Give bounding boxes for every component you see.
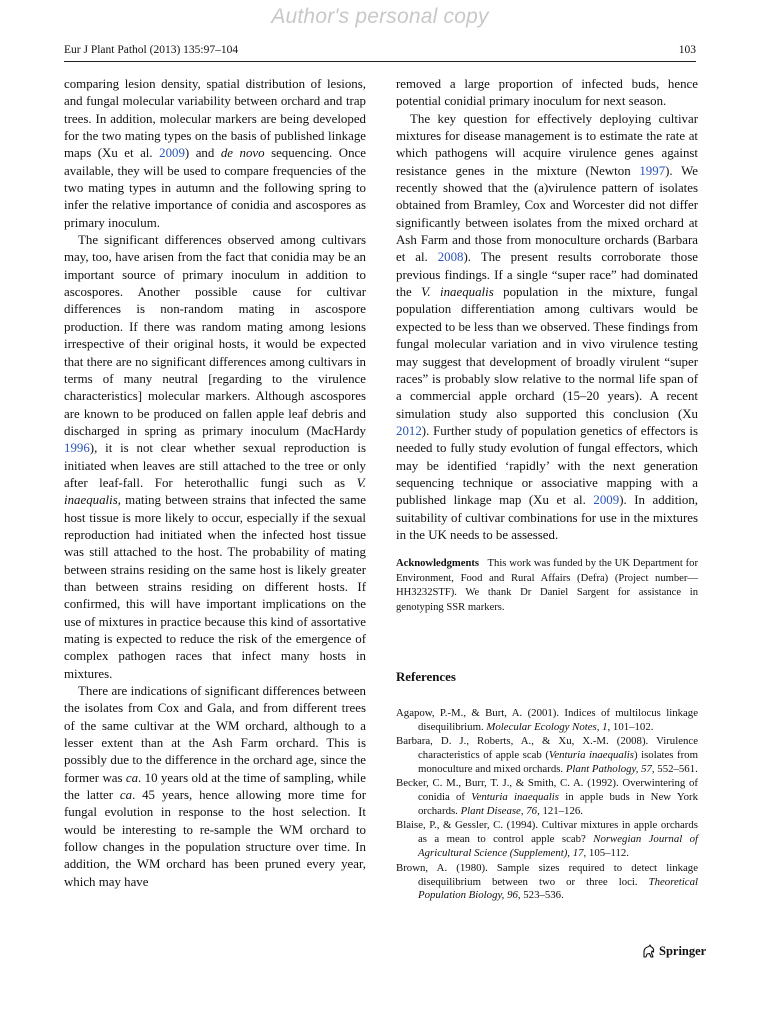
right-column (396, 76, 698, 904)
left-column (64, 76, 366, 891)
journal-citation: Eur J Plant Pathol (2013) 135:97–104 (64, 44, 239, 56)
paragraph: removed a large proportion of infected buds, hence potential conidial primary inoculum for next season. (396, 77, 698, 109)
reference-entry: Agapow, P.-M., & Burt, A. (2001). Indices of multilocus linkage disequilibrium. Molecular Ecology Notes, 1, 101–102. (396, 706, 698, 733)
reference-list (396, 707, 698, 904)
running-header (64, 44, 696, 56)
page-number: 103 (678, 44, 696, 56)
publisher-name: Springer (659, 944, 707, 958)
springer-horse-icon (641, 944, 656, 959)
header-rule (64, 61, 696, 62)
citation-link[interactable]: 2009 (159, 146, 185, 161)
paragraph: comparing lesion density, spatial distribution of lesions, and fungal molecular variability between orchard and trap trees. In addition, molecular markers are being developed for the two mating types on the basis of published linkage maps (Xu et al. 2009) and de novo sequencing. Once available, they will be used to compare frequencies of the two mating types in autumn and the following spring to infer the relative importance of conidia and ascospores as primary inoculum. (64, 77, 366, 230)
paragraph: There are indications of significant differences between the isolates from Cox and Gala, and from different trees of the same cultivar at the WM orchard, although to a lesser extent than at the Ash Farm orchard. This is possibly due to the difference in the orchard age, since the former was ca. 10 years old at the time of sampling, while the latter ca. 45 years, hence allowing more time for fungal evolution in response to the host selection. It would be interesting to re-sample the WM orchard to follow changes in the population structure over time. In addition, the WM orchard has been pruned every year, which may have (64, 684, 366, 889)
reference-entry: Becker, C. M., Burr, T. J., & Smith, C. A. (1992). Overwintering of conidia of Venturia inaequalis in apple buds in New York orchards. Plant Disease, 76, 121–126. (396, 777, 698, 817)
reference-entry: Brown, A. (1980). Sample sizes required to detect linkage disequilibrium between two or three loci. Theoretical Population Biology, 96, 523–536. (396, 861, 698, 902)
acknowledgments-label: Acknowledgments (396, 558, 479, 570)
acknowledgments-text: This work was funded by the UK Department for Environment, Food and Rural Affairs (Defra) (Project number—HH3232STF). We thank Dr Daniel Sargent for assistance in genotyping SSR markers. (396, 558, 698, 613)
reference-entry: Barbara, D. J., Roberts, A., & Xu, X.-M. (2008). Virulence characteristics of apple scab (Venturia inaequalis) isolates from monoculture and mixed orchards. Plant Pathology, 57, 552–561. (396, 734, 698, 775)
watermark: Author's personal copy (271, 5, 489, 28)
acknowledgments (396, 557, 698, 615)
citation-link[interactable]: 2009 (593, 493, 620, 508)
citation-link[interactable]: 1996 (64, 441, 90, 456)
paragraph: The key question for effectively deploying cultivar mixtures for disease management is to estimate the rate at which pathogens will acquire virulence genes against resistance genes in the mixture (Newton 1997). We recently showed that the (a)virulence pattern of isolates obtained from Bramley, Cox and Worcester did not differ significantly between isolates from the mixed orchard at Ash Farm and those from monoculture orchards (Barbara et al. 2008). The present results corroborate those previous findings. If a single “super race” had dominated the V. inaequalis population in the mixture, fungal population differentiation among cultivars would be expected to be less than we observed. These findings from fungal molecular variation and in vivo virulence testing may suggest that development of broadly virulent “super races” is probably slow relative to the normal life span of a commercial apple orchard (15–20 years). A recent simulation study also supported this conclusion (Xu 2012). Further study of population genetics of effectors is needed to fully study evolution of fungal effectors, which may be identified ‘rapidly’ with the next generation sequencing technique or associative mapping with a published linkage map (Xu et al. 2009). In addition, suitability of cultivar combinations for use in the mixtures in the UK needs to be assessed. (396, 111, 698, 542)
references-heading: References (396, 670, 456, 685)
publisher-logo (641, 944, 706, 959)
paragraph: The significant differences observed among cultivars may, too, have arisen from the fact that conidia may be an important source of primary inoculum in addition to ascospores. Another possible cause for cultivar differences is non-random mating in ascospore production. If there was random mating among lesions irrespective of their original hosts, it would be expected that there are no significant differences among cultivars in terms of many neutral [regarding to the virulence characteristics] molecular markers. Although ascospores are known to be produced on fallen apple leaf debris and discharged in spring as primary inoculum (MacHardy 1996), it is not clear whether sexual reproduction is initiated when leaves are still attached to the tree or only after leaf-fall. For heterothallic fungi such as V. inaequalis, mating between strains that infected the same host tissue is more likely to occur, especially if the sexual reproduction had initiated when the infected host tissue was still attached to the host. The probability of mating between strains residing on the same host is likely greater than between strains residing on different hosts. If confirmed, this will have important implications on the use of mixtures in practice because this kind of assortative mating is expected to reduce the risk of the emergence of complex pathogen races that infect many hosts in mixtures. (64, 233, 366, 681)
citation-link[interactable]: 2008 (437, 250, 464, 265)
citation-link[interactable]: 2012 (396, 423, 422, 438)
citation-link[interactable]: 1997 (639, 163, 666, 178)
reference-entry: Blaise, P., & Gessler, C. (1994). Cultivar mixtures in apple orchards as a mean to control apple scab? Norwegian Journal of Agricultural Science (Supplement), 17, 105–112. (396, 819, 699, 860)
